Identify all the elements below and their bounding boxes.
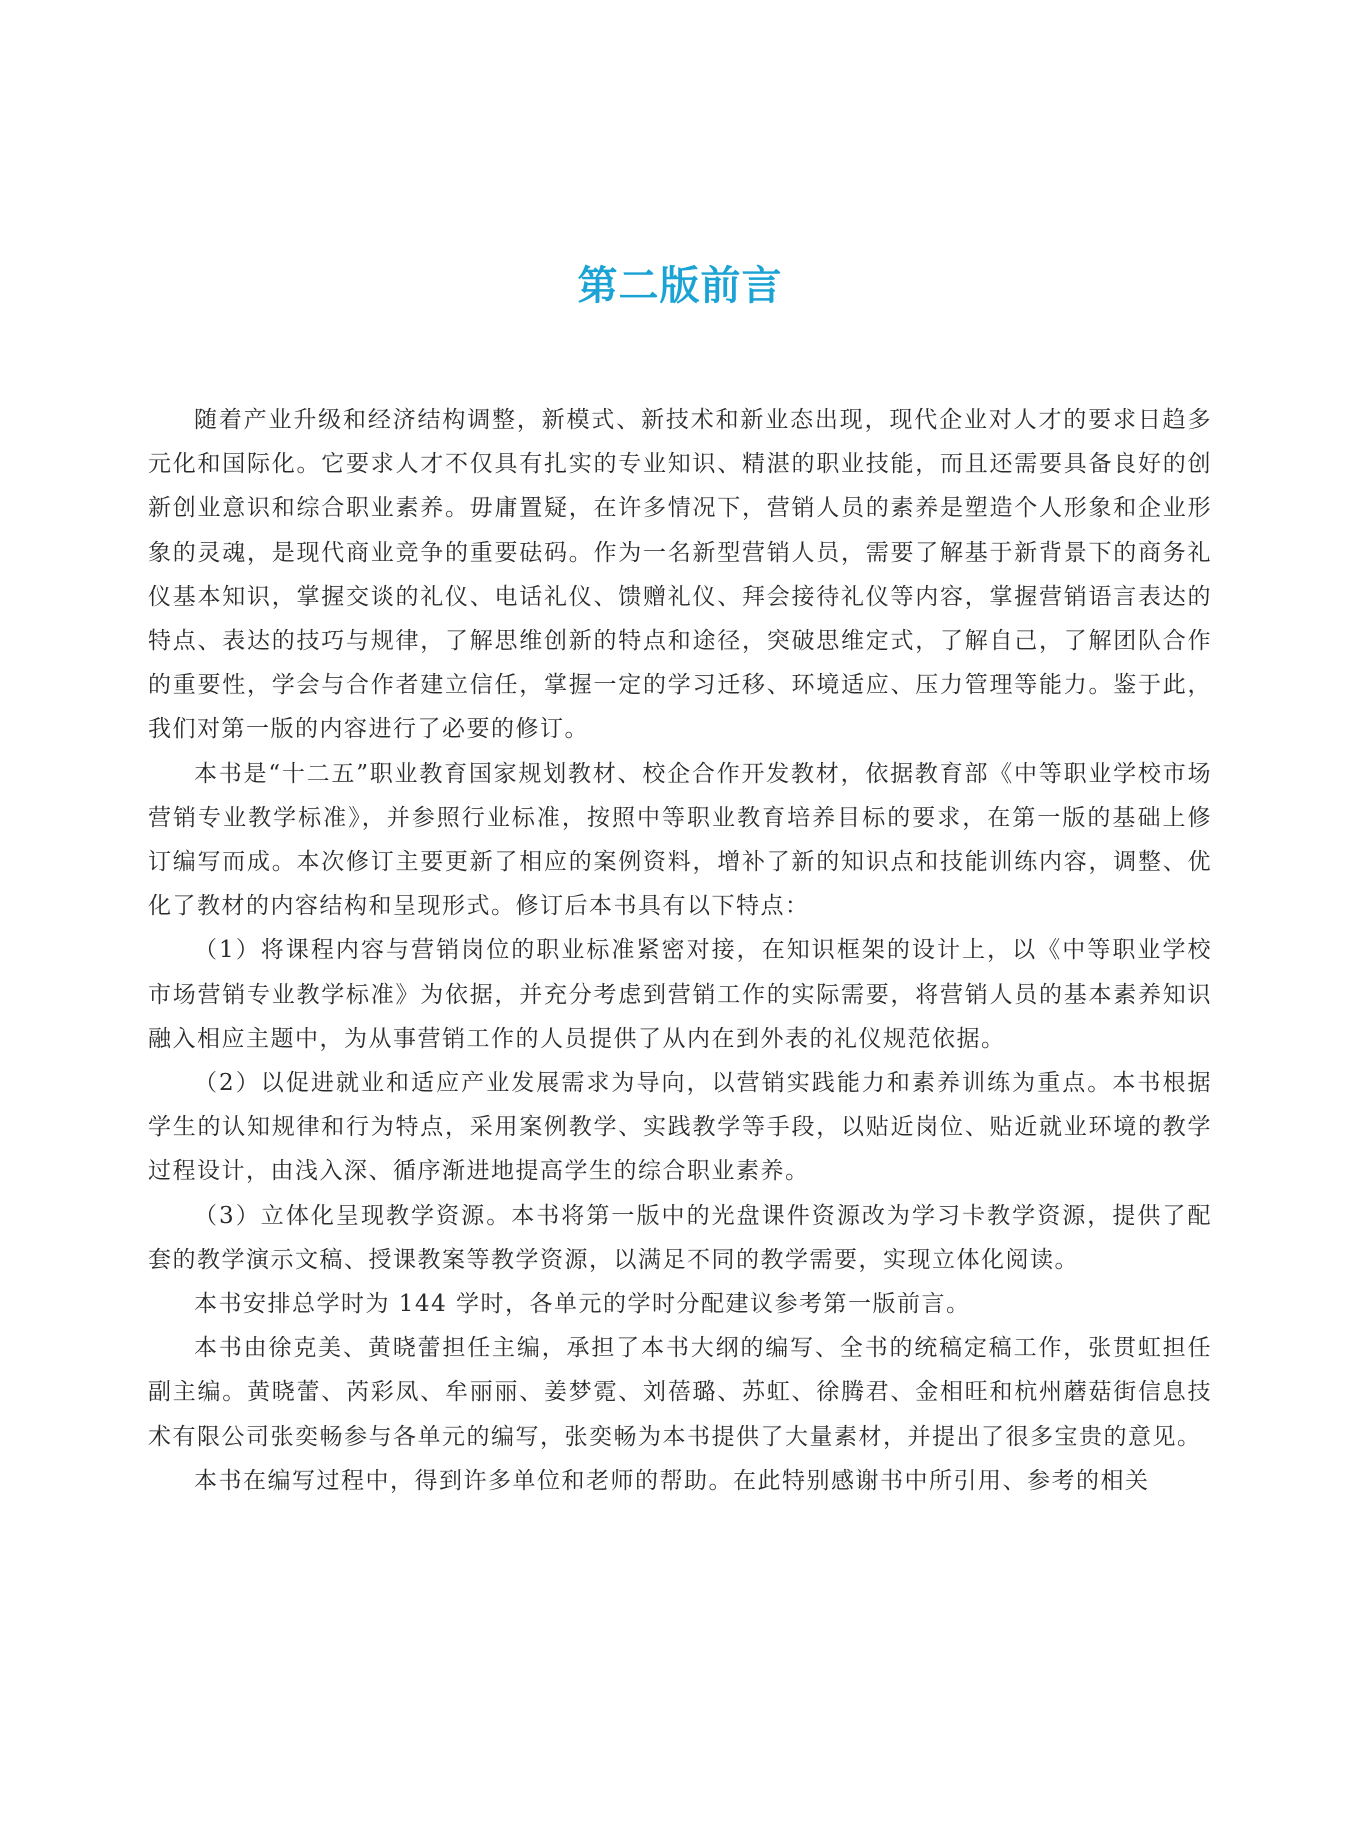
paragraph-intro: 随着产业升级和经济结构调整，新模式、新技术和新业态出现，现代企业对人才的要求日趋多元化和国际化。它要求人才不仅具有扎实的专业知识、精湛的职业技能，而且还需要具备良好的创新创业意识和综合职业素养。毋庸置疑，在许多情况下，营销人员的素养是塑造个人形象和企业形象的灵魂，是现代商业竞争的重要砝码。作为一名新型营销人员，需要了解基于新背景下的商务礼仪基本知识，掌握交谈的礼仪、电话礼仪、馈赠礼仪、拜会接待礼仪等内容，掌握营销语言表达的特点、表达的技巧与规律，了解思维创新的特点和途径，突破思维定式，了解自己，了解团队合作的重要性，学会与合作者建立信任，掌握一定的学习迁移、环境适应、压力管理等能力。鉴于此，我们对第一版的内容进行了必要的修订。 (148, 407, 1212, 743)
paragraph-hours: 本书安排总学时为 144 学时，各单元的学时分配建议参考第一版前言。 (194, 1291, 971, 1318)
paragraph-feature-1: （1）将课程内容与营销岗位的职业标准紧密对接，在知识框架的设计上，以《中等职业学校市场营销专业教学标准》为依据，并充分考虑到营销工作的实际需要，将营销人员的基本素养知识融入相应主题中，为从事营销工作的人员提供了从内在到外表的礼仪规范依据。 (148, 937, 1212, 1052)
paragraph-thanks: 本书在编写过程中，得到许多单位和老师的帮助。在此特别感谢书中所引用、参考的相关 (194, 1467, 1150, 1494)
paragraph-editors: 本书由徐克美、黄晓蕾担任主编，承担了本书大纲的编写、全书的统稿定稿工作，张贯虹担任副主编。黄晓蕾、芮彩凤、牟丽丽、姜梦霓、刘蓓璐、苏虹、徐腾君、金相旺和杭州蘑菇街信息技术有限公司张奕畅参与各单元的编写，张奕畅为本书提供了大量素材，并提出了很多宝贵的意见。 (148, 1335, 1212, 1450)
preface-body (148, 398, 1212, 1503)
paragraph-feature-3: （3）立体化呈现教学资源。本书将第一版中的光盘课件资源改为学习卡教学资源，提供了配套的教学演示文稿、授课教案等教学资源，以满足不同的教学需要，实现立体化阅读。 (148, 1202, 1212, 1273)
paragraph-about-book: 本书是“十二五”职业教育国家规划教材、校企合作开发教材，依据教育部《中等职业学校市场营销专业教学标准》，并参照行业标准，按照中等职业教育培养目标的要求，在第一版的基础上修订编写而成。本次修订主要更新了相应的案例资料，增补了新的知识点和技能训练内容，调整、优化了教材的内容结构和呈现形式。修订后本书具有以下特点： (148, 760, 1212, 920)
page-title: 第二版前言 (577, 263, 783, 309)
paragraph-feature-2: （2）以促进就业和适应产业发展需求为导向，以营销实践能力和素养训练为重点。本书根据学生的认知规律和行为特点，采用案例教学、实践教学等手段，以贴近岗位、贴近就业环境的教学过程设计，由浅入深、循序渐进地提高学生的综合职业素养。 (148, 1070, 1212, 1185)
